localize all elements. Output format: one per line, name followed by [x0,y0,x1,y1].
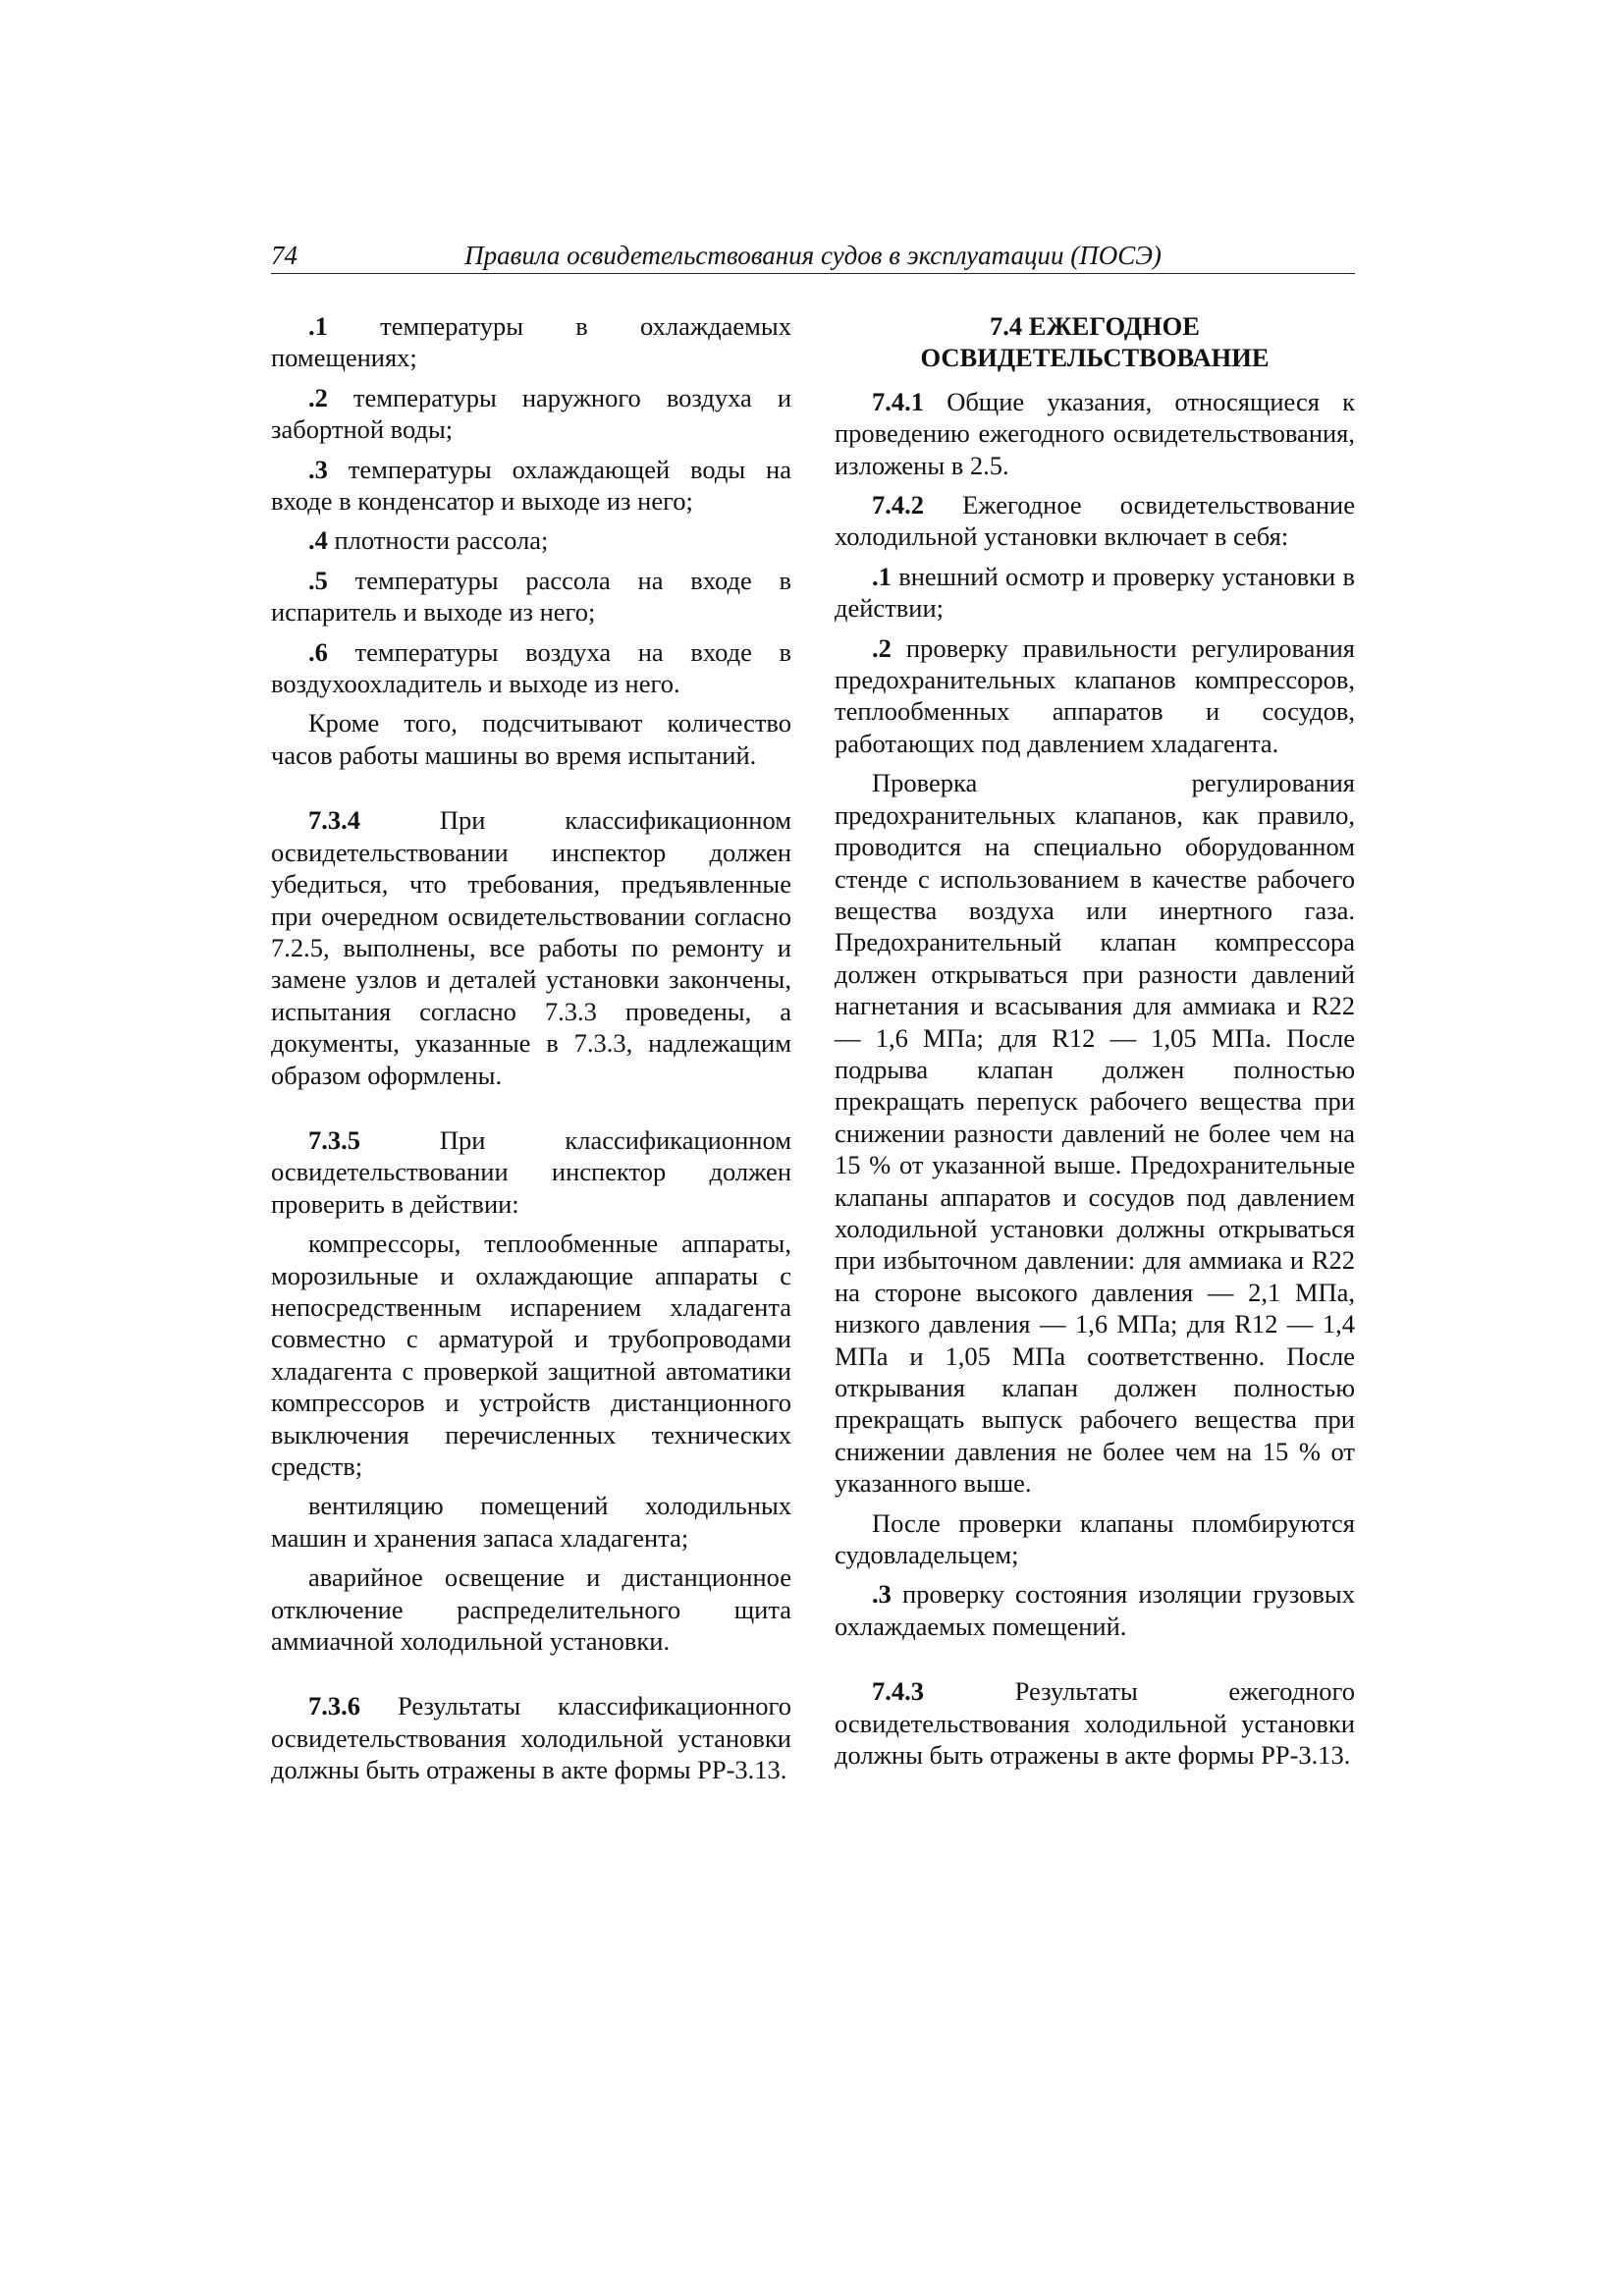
clause-number: 7.4.3 [872,1676,924,1707]
item-number: .3 [308,454,328,484]
paragraph [271,1228,791,1482]
paragraph-text: Результаты ежегодного освидетельствования холодильной установки должны быть отражены в акте формы РР-3.13. [835,1676,1355,1771]
paragraph-text: проверку состояния изоляции грузовых охлаждаемых помещений. [835,1579,1355,1641]
paragraph-text: Ежегодное освидетельствование холодильной установки включает в себя: [835,490,1355,552]
paragraph-text: вентиляцию помещений холодильных машин и хранения запаса хладагента; [271,1491,791,1553]
item-number: .6 [308,636,328,667]
paragraph [271,1490,791,1554]
paragraph-text: плотности рассола; [327,525,549,556]
item-number: .3 [872,1579,892,1610]
item-number: .2 [308,382,328,412]
item-number: .4 [308,525,328,556]
paragraph [271,707,791,771]
paragraph-text: температуры в охлаждаемых помещениях; [271,311,791,373]
section-heading-line-2: ОСВИДЕТЕЛЬСТВОВАНИЕ [920,343,1270,373]
paragraph [835,1507,1355,1571]
right-column [835,310,1355,1778]
paragraph [271,454,791,518]
paragraph-text: компрессоры, теплообменные аппараты, морозильные и охлаждающие аппараты с непосредственным испарением хладагента совместно с арматурой и трубопроводами хладагента с проверкой защитной автоматики компрессоров и устройств дистанционного выключения перечисленных технических средств; [271,1229,791,1481]
paragraph [835,561,1355,625]
left-column [271,310,791,1794]
paragraph [271,565,791,629]
clause-7-3-5 [271,1124,791,1220]
item-number: .5 [308,565,328,595]
paragraph [835,767,1355,1499]
running-title: Правила освидетельствования судов в эксплуатации (ПОСЭ) [464,241,1162,270]
paragraph-text: внешний осмотр и проверку установки в действии; [835,561,1355,624]
paragraph [271,636,791,700]
paragraph-text: Результаты классификационного освидетельствования холодильной установки должны быть отражены в акте формы РР-3.13. [271,1691,791,1785]
clause-number: 7.3.4 [308,805,360,836]
paragraph [271,524,791,556]
section-heading-line-1: 7.4 ЕЖЕГОДНОЕ [990,311,1200,341]
paragraph-text: температуры воздуха на входе в воздухоохладитель и выходе из него. [271,636,791,699]
item-number: .1 [308,311,328,341]
paragraph-text: температуры охлаждающей воды на входе в конденсатор и выходе из него; [271,454,791,517]
page-number: 74 [271,241,298,270]
clause-number: 7.4.1 [872,386,924,416]
clause-7-4-3 [835,1675,1355,1771]
paragraph-text: После проверки клапаны пломбируются судовладельцем; [835,1507,1355,1570]
paragraph [835,1578,1355,1642]
paragraph-text: аварийное освещение и дистанционное отключение распределительного щита аммиачной холодильной установки. [271,1562,791,1657]
paragraph [271,310,791,374]
section-heading [835,310,1355,374]
paragraph [835,632,1355,760]
paragraph-text: При классификационном освидетельствовании инспектор должен убедиться, что требования, предъявленные при очередном освидетельствовании согласно 7.2.5, выполнены, все работы по ремонту и замене узлов и деталей установки закончены, испытания согласно 7.3.3 проведены, а документы, указанные в 7.3.3, надлежащим образом оформлены. [271,805,791,1090]
paragraph-text: Общие указания, относящиеся к проведению ежегодного освидетельствования, изложены в 2.5. [835,386,1355,480]
running-header [271,240,1355,274]
clause-number: 7.3.6 [308,1691,360,1722]
clause-7-4-2 [835,489,1355,553]
clause-7-3-6 [271,1690,791,1785]
item-number: .2 [872,632,892,663]
paragraph-text: При классификационном освидетельствовании инспектор должен проверить в действии: [271,1124,791,1219]
paragraph-text: проверку правильности регулирования предохранительных клапанов компрессоров, теплообменных аппаратов и сосудов, работающих под давлением хладагента. [835,632,1355,758]
paragraph [271,1561,791,1657]
clause-number: 7.4.2 [872,490,924,520]
clause-7-3-4 [271,804,791,1091]
paragraph [271,382,791,446]
clause-7-4-1 [835,386,1355,481]
paragraph-text: температуры рассола на входе в испаритель и выходе из него; [271,565,791,628]
clause-number: 7.3.5 [308,1124,360,1155]
item-number: .1 [872,561,892,591]
paragraph-text: температуры наружного воздуха и забортной воды; [271,382,791,445]
paragraph-text: Проверка регулирования предохранительных клапанов, как правило, проводится на специально оборудованном стенде с использованием в качестве рабочего вещества воздуха или инертного газа. Предохранительный клапан компрессора должен открываться при разности давлений нагнетания и всасывания для аммиака и R22 — 1,6 МПа; для R12 — 1,05 МПа. После подрыва клапан должен полностью прекращать перепуск рабочего вещества при снижении разности давлений не более чем на 15 % от указанной выше. Предохранительные клапаны аппаратов и сосудов под давлением холодильной установки должны открываться при избыточном давлении: для аммиака и R22 на стороне высокого давления — 2,1 МПа, низкого давления — 1,6 МПа; для R12 — 1,4 МПа и 1,05 МПа соответственно. После открывания клапан должен полностью прекращать выпуск рабочего вещества при снижении давления не более чем на 15 % от указанного выше. [835,768,1355,1499]
paragraph-text: Кроме того, подсчитывают количество часов работы машины во время испытаний. [271,708,791,770]
